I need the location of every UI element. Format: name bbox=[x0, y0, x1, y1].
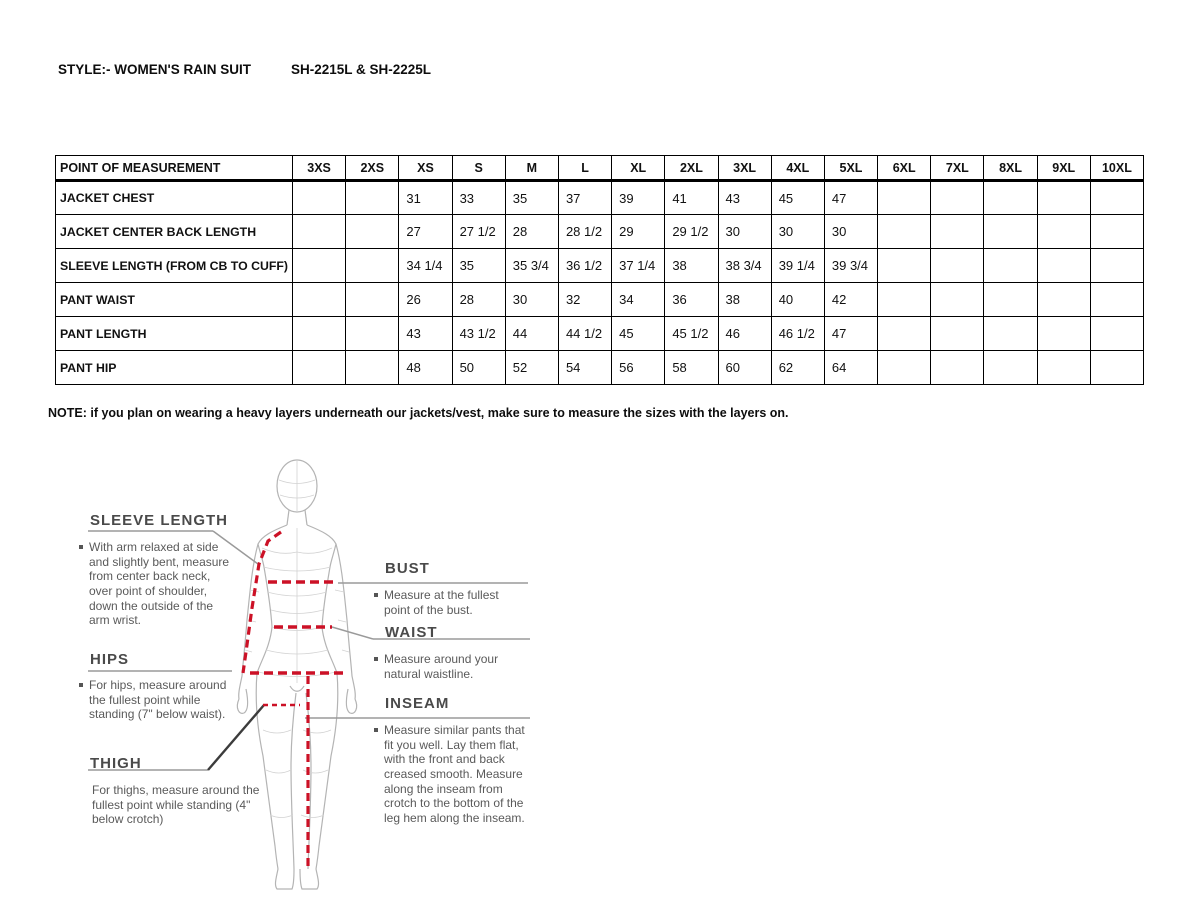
size-cell: 45 bbox=[771, 181, 824, 215]
size-cell bbox=[1037, 215, 1090, 249]
column-header: 3XS bbox=[293, 156, 346, 181]
size-cell: 52 bbox=[505, 351, 558, 385]
size-cell bbox=[346, 181, 399, 215]
size-cell: 43 1/2 bbox=[452, 317, 505, 351]
size-cell: 40 bbox=[771, 283, 824, 317]
column-header: XS bbox=[399, 156, 452, 181]
size-cell: 28 bbox=[505, 215, 558, 249]
size-cell: 26 bbox=[399, 283, 452, 317]
size-cell: 38 bbox=[665, 249, 718, 283]
sleeve-length-heading: SLEEVE LENGTH bbox=[90, 512, 229, 529]
size-cell: 54 bbox=[558, 351, 611, 385]
column-header: 3XL bbox=[718, 156, 771, 181]
size-cell: 46 1/2 bbox=[771, 317, 824, 351]
size-cell: 50 bbox=[452, 351, 505, 385]
size-cell bbox=[1090, 249, 1143, 283]
size-cell bbox=[878, 249, 931, 283]
size-cell: 47 bbox=[824, 317, 877, 351]
size-cell bbox=[293, 283, 346, 317]
size-cell bbox=[293, 181, 346, 215]
bust-heading: BUST bbox=[385, 560, 430, 577]
size-cell: 37 bbox=[558, 181, 611, 215]
size-cell bbox=[878, 181, 931, 215]
size-cell: 34 bbox=[612, 283, 665, 317]
bullet-icon bbox=[79, 683, 83, 687]
size-cell bbox=[1090, 351, 1143, 385]
column-header: 4XL bbox=[771, 156, 824, 181]
size-cell bbox=[931, 283, 984, 317]
page-title bbox=[58, 62, 431, 77]
sleeve-length-description: With arm relaxed at side and slightly bent, measure from center back neck, over point of shoulder, down the outside of the arm wrist. bbox=[79, 540, 231, 628]
size-cell: 64 bbox=[824, 351, 877, 385]
size-cell bbox=[931, 181, 984, 215]
size-cell: 35 bbox=[452, 249, 505, 283]
size-cell: 27 bbox=[399, 215, 452, 249]
thigh-heading: THIGH bbox=[90, 755, 142, 772]
size-cell: 30 bbox=[824, 215, 877, 249]
size-cell: 44 1/2 bbox=[558, 317, 611, 351]
size-cell bbox=[1090, 181, 1143, 215]
size-cell: 34 1/4 bbox=[399, 249, 452, 283]
bust-description: Measure at the fullest point of the bust. bbox=[374, 588, 524, 617]
row-label: PANT HIP bbox=[56, 351, 293, 385]
size-cell: 30 bbox=[771, 215, 824, 249]
size-cell: 38 bbox=[718, 283, 771, 317]
size-cell bbox=[346, 249, 399, 283]
size-cell: 43 bbox=[718, 181, 771, 215]
row-label: PANT WAIST bbox=[56, 283, 293, 317]
size-cell: 28 1/2 bbox=[558, 215, 611, 249]
size-cell bbox=[1090, 317, 1143, 351]
size-cell: 44 bbox=[505, 317, 558, 351]
figure-mesh bbox=[245, 460, 349, 818]
size-cell: 38 3/4 bbox=[718, 249, 771, 283]
bullet-icon bbox=[79, 545, 83, 549]
column-header: 10XL bbox=[1090, 156, 1143, 181]
inseam-description: Measure similar pants that fit you well. Lay them flat, with the front and back creased smooth. Measure along the inseam from crotch to the bottom of the leg hem along the inseam. bbox=[374, 723, 532, 825]
size-cell: 56 bbox=[612, 351, 665, 385]
size-cell bbox=[931, 215, 984, 249]
layers-note: NOTE: if you plan on wearing a heavy layers underneath our jackets/vest, make sure to measure the sizes with the layers on. bbox=[48, 406, 789, 420]
size-cell bbox=[984, 215, 1037, 249]
size-cell bbox=[931, 317, 984, 351]
row-label: JACKET CENTER BACK LENGTH bbox=[56, 215, 293, 249]
size-cell: 29 1/2 bbox=[665, 215, 718, 249]
hips-description: For hips, measure around the fullest point while standing (7" below waist). bbox=[79, 678, 239, 722]
column-header: XL bbox=[612, 156, 665, 181]
size-cell bbox=[346, 351, 399, 385]
size-cell: 33 bbox=[452, 181, 505, 215]
thigh-description: For thighs, measure around the fullest point while standing (4" below crotch) bbox=[92, 783, 260, 827]
size-cell: 46 bbox=[718, 317, 771, 351]
size-cell bbox=[293, 249, 346, 283]
column-header: 7XL bbox=[931, 156, 984, 181]
size-cell bbox=[931, 351, 984, 385]
style-codes: SH-2215L & SH-2225L bbox=[290, 62, 432, 77]
size-cell: 48 bbox=[399, 351, 452, 385]
column-header: S bbox=[452, 156, 505, 181]
table-row bbox=[56, 249, 1144, 283]
size-cell: 39 3/4 bbox=[824, 249, 877, 283]
waist-description: Measure around your natural waistline. bbox=[374, 652, 524, 681]
size-cell bbox=[346, 283, 399, 317]
inseam-heading: INSEAM bbox=[385, 695, 450, 712]
size-cell: 43 bbox=[399, 317, 452, 351]
size-cell bbox=[984, 249, 1037, 283]
size-cell: 58 bbox=[665, 351, 718, 385]
size-cell bbox=[1037, 317, 1090, 351]
table-row bbox=[56, 181, 1144, 215]
size-cell: 41 bbox=[665, 181, 718, 215]
size-cell: 37 1/4 bbox=[612, 249, 665, 283]
size-cell bbox=[293, 215, 346, 249]
column-header: M bbox=[505, 156, 558, 181]
size-cell bbox=[1090, 215, 1143, 249]
size-cell bbox=[293, 351, 346, 385]
column-header: 2XL bbox=[665, 156, 718, 181]
size-cell bbox=[1037, 283, 1090, 317]
measurement-table bbox=[55, 155, 1144, 385]
size-cell bbox=[931, 249, 984, 283]
table-row bbox=[56, 283, 1144, 317]
table-row bbox=[56, 317, 1144, 351]
size-cell: 47 bbox=[824, 181, 877, 215]
size-cell: 62 bbox=[771, 351, 824, 385]
size-cell bbox=[1037, 181, 1090, 215]
size-cell bbox=[346, 317, 399, 351]
table-row bbox=[56, 351, 1144, 385]
size-cell bbox=[984, 351, 1037, 385]
size-cell: 35 bbox=[505, 181, 558, 215]
row-label: PANT LENGTH bbox=[56, 317, 293, 351]
size-cell: 29 bbox=[612, 215, 665, 249]
waist-pointer-diagonal bbox=[332, 627, 373, 639]
table-row bbox=[56, 215, 1144, 249]
waist-heading: WAIST bbox=[385, 624, 438, 641]
hips-heading: HIPS bbox=[90, 651, 130, 668]
size-cell bbox=[293, 317, 346, 351]
size-cell: 30 bbox=[505, 283, 558, 317]
size-cell: 30 bbox=[718, 215, 771, 249]
row-label: SLEEVE LENGTH (FROM CB TO CUFF) bbox=[56, 249, 293, 283]
size-cell: 39 bbox=[612, 181, 665, 215]
size-cell: 36 1/2 bbox=[558, 249, 611, 283]
size-cell bbox=[878, 215, 931, 249]
column-header: 5XL bbox=[824, 156, 877, 181]
size-cell bbox=[1090, 283, 1143, 317]
column-header: 6XL bbox=[878, 156, 931, 181]
size-cell: 35 3/4 bbox=[505, 249, 558, 283]
size-cell: 60 bbox=[718, 351, 771, 385]
column-header: L bbox=[558, 156, 611, 181]
size-cell: 36 bbox=[665, 283, 718, 317]
size-cell bbox=[346, 215, 399, 249]
size-cell: 42 bbox=[824, 283, 877, 317]
style-name: STYLE:- WOMEN'S RAIN SUIT bbox=[58, 62, 251, 77]
size-cell: 32 bbox=[558, 283, 611, 317]
size-cell bbox=[1037, 249, 1090, 283]
size-cell bbox=[878, 317, 931, 351]
column-header: 2XS bbox=[346, 156, 399, 181]
header-row bbox=[56, 156, 1144, 181]
size-cell: 39 1/4 bbox=[771, 249, 824, 283]
size-cell: 27 1/2 bbox=[452, 215, 505, 249]
column-header: 8XL bbox=[984, 156, 1037, 181]
bullet-icon bbox=[374, 593, 378, 597]
size-cell bbox=[878, 351, 931, 385]
column-header: POINT OF MEASUREMENT bbox=[56, 156, 293, 181]
bullet-icon bbox=[374, 657, 378, 661]
size-cell bbox=[1037, 351, 1090, 385]
size-cell: 45 1/2 bbox=[665, 317, 718, 351]
size-cell: 28 bbox=[452, 283, 505, 317]
size-cell bbox=[984, 283, 1037, 317]
size-cell bbox=[878, 283, 931, 317]
size-cell bbox=[984, 181, 1037, 215]
row-label: JACKET CHEST bbox=[56, 181, 293, 215]
size-cell: 31 bbox=[399, 181, 452, 215]
size-cell: 45 bbox=[612, 317, 665, 351]
bullet-icon bbox=[374, 728, 378, 732]
column-header: 9XL bbox=[1037, 156, 1090, 181]
size-cell bbox=[984, 317, 1037, 351]
